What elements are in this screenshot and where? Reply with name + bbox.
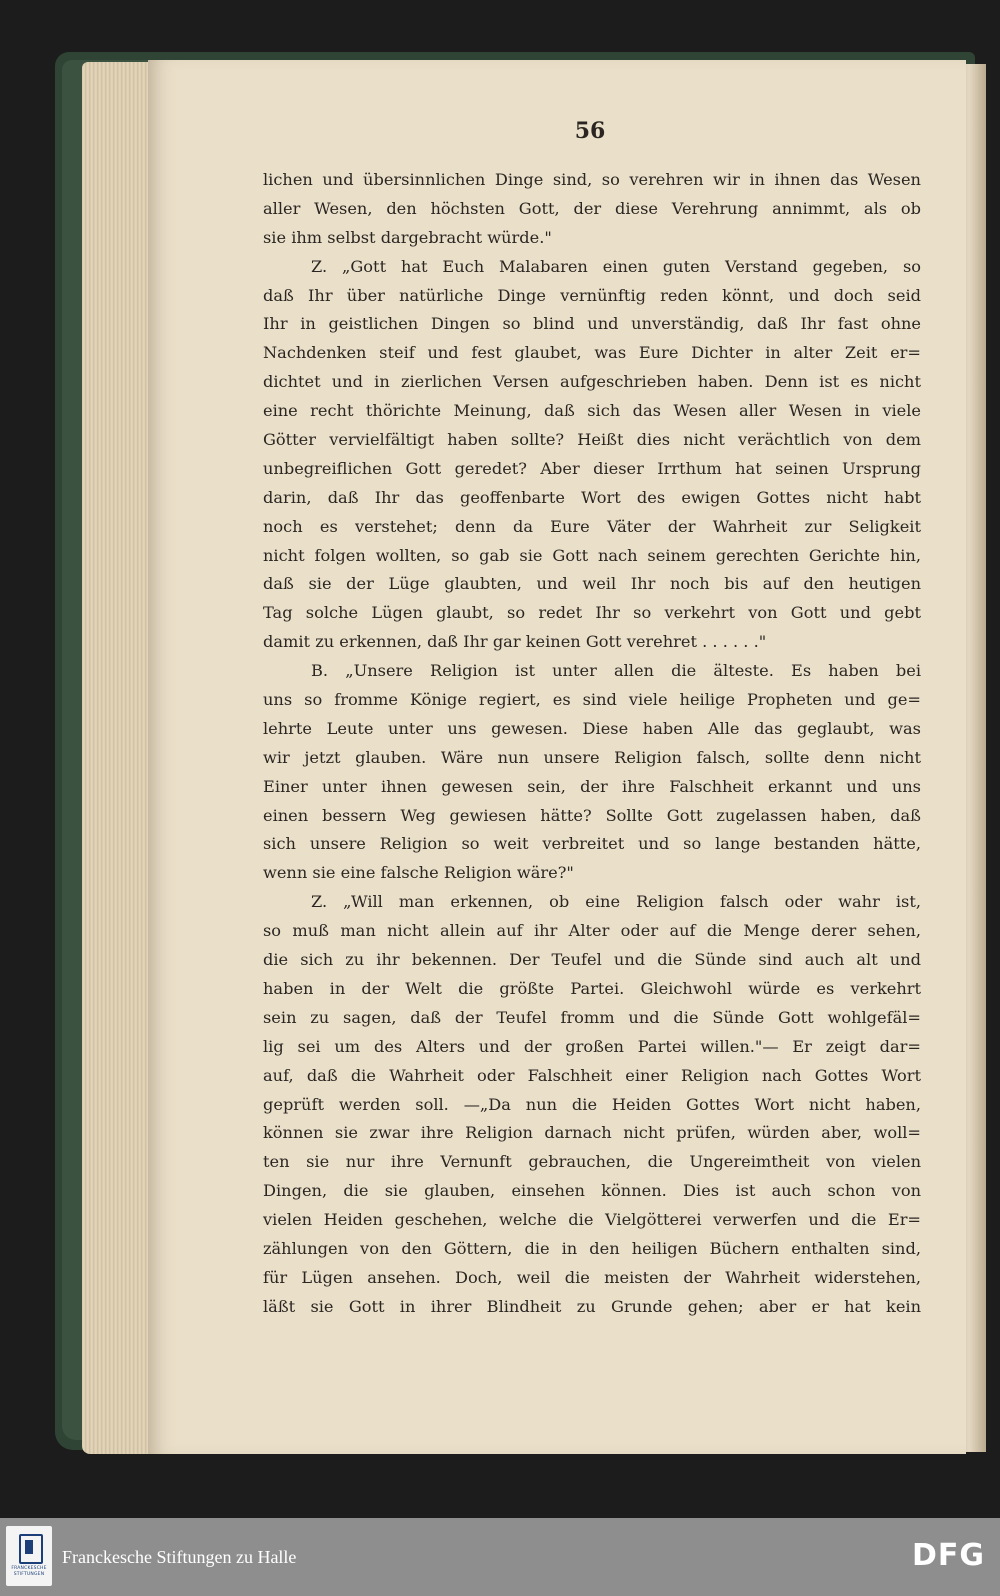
text-line: Nachdenken steif und fest glaubet, was Eure Dichter in alter Zeit er= — [263, 343, 921, 363]
logo-caption: FRANCKESCHE STIFTUNGEN — [11, 1566, 47, 1577]
text-line: können sie zwar ihre Religion darnach nicht prüfen, würden aber, woll= — [263, 1123, 921, 1143]
franckesche-stiftungen-logo[interactable] — [6, 1526, 52, 1586]
text-line: sie ihm selbst dargebracht würde." — [263, 227, 552, 247]
text-line: haben in der Welt die größte Partei. Gleichwohl würde es verkehrt — [263, 978, 921, 998]
text-line: sein zu sagen, daß der Teufel fromm und die Sünde Gott wohlgefäl= — [263, 1007, 921, 1027]
text-line: nicht folgen wollten, so gab sie Gott nach seinem gerechten Gerichte hin, — [263, 545, 921, 565]
text-line: sich unsere Religion so weit verbreitet und so lange bestanden hätte, — [263, 834, 921, 854]
text-line: daß sie der Lüge glaubten, und weil Ihr noch bis auf den heutigen — [263, 574, 921, 594]
text-line: auf, daß die Wahrheit oder Falschheit einer Religion nach Gottes Wort — [263, 1065, 921, 1085]
text-line: Einer unter ihnen gewesen sein, der ihre Falschheit erkannt und uns — [263, 776, 921, 796]
text-line: unbegreiflichen Gott geredet? Aber dieser Irrthum hat seinen Ursprung — [263, 458, 921, 478]
text-line: die sich zu ihr bekennen. Der Teufel und die Sünde sind auch alt und — [263, 950, 921, 970]
text-line: eine recht thörichte Meinung, daß sich das Wesen aller Wesen in viele — [263, 401, 921, 421]
text-line: lichen und übersinnlichen Dinge sind, so verehren wir in ihnen das Wesen — [263, 170, 921, 189]
text-line: daß Ihr über natürliche Dinge vernünftig reden könnt, und doch seid — [263, 285, 921, 305]
text-line: uns so fromme Könige regiert, es sind viele heilige Propheten und ge= — [263, 690, 921, 710]
footer-title-link[interactable]: Franckesche Stiftungen zu Halle — [62, 1547, 297, 1567]
text-line: Z. „Gott hat Euch Malabaren einen guten Verstand gegeben, so — [311, 256, 921, 276]
page-stack — [82, 62, 152, 1454]
page-number: 56 — [574, 118, 606, 144]
text-line: noch es verstehet; denn da Eure Väter der Wahrheit zur Seligkeit — [263, 516, 921, 536]
text-line: wir jetzt glauben. Wäre nun unsere Religion falsch, sollte denn nicht — [263, 747, 921, 767]
text-line: Tag solche Lügen glaubt, so redet Ihr so verkehrt von Gott und gebt — [263, 603, 921, 623]
text-line: aller Wesen, den höchsten Gott, der diese Verehrung annimmt, als ob — [263, 198, 921, 218]
text-line: wenn sie eine falsche Religion wäre?" — [263, 863, 574, 883]
text-line: zählungen von den Göttern, die in den heiligen Büchern enthalten sind, — [263, 1238, 921, 1258]
text-line: so muß man nicht allein auf ihr Alter oder auf die Menge derer sehen, — [263, 921, 921, 941]
text-line: Ihr in geistlichen Dingen so blind und unverständig, daß Ihr fast ohne — [263, 314, 921, 334]
text-line: darin, daß Ihr das geoffenbarte Wort des ewigen Gottes nicht habt — [263, 487, 921, 507]
text-line: lig sei um des Alters und der großen Partei willen."— Er zeigt dar= — [263, 1036, 921, 1056]
text-line: Z. „Will man erkennen, ob eine Religion falsch oder wahr ist, — [311, 892, 921, 912]
text-line: dichtet und in zierlichen Versen aufgeschrieben haben. Denn ist es nicht — [263, 372, 921, 392]
text-line: läßt sie Gott in ihrer Blindheit zu Grunde gehen; aber er hat kein — [263, 1296, 921, 1316]
footer-bar — [0, 1518, 1000, 1596]
text-line: Dingen, die sie glauben, einsehen können. Dies ist auch schon von — [263, 1181, 921, 1201]
dfg-logo[interactable]: DFG — [912, 1538, 986, 1573]
text-line: geprüft werden soll. —„Da nun die Heiden Gottes Wort nicht haben, — [263, 1094, 921, 1114]
text-line: damit zu erkennen, daß Ihr gar keinen Gott verehret . . . . . ." — [263, 632, 767, 652]
text-line: vielen Heiden geschehen, welche die Vielgötterei verwerfen und die Er= — [263, 1210, 921, 1230]
text-line: lehrte Leute unter uns gewesen. Diese haben Alle das geglaubt, was — [263, 718, 921, 738]
text-line: einen bessern Weg gewiesen hätte? Sollte Gott zugelassen haben, daß — [263, 805, 921, 825]
text-line: ten sie nur ihre Vernunft gebrauchen, die Ungereimtheit von vielen — [263, 1152, 921, 1172]
text-line: für Lügen ansehen. Doch, weil die meisten der Wahrheit widerstehen, — [263, 1267, 921, 1287]
text-line: Götter vervielfältigt haben sollte? Heißt dies nicht verächtlich von dem — [263, 430, 921, 450]
page-text — [263, 166, 921, 1322]
text-line: B. „Unsere Religion ist unter allen die älteste. Es haben bei — [311, 661, 921, 681]
building-icon — [19, 1534, 43, 1564]
